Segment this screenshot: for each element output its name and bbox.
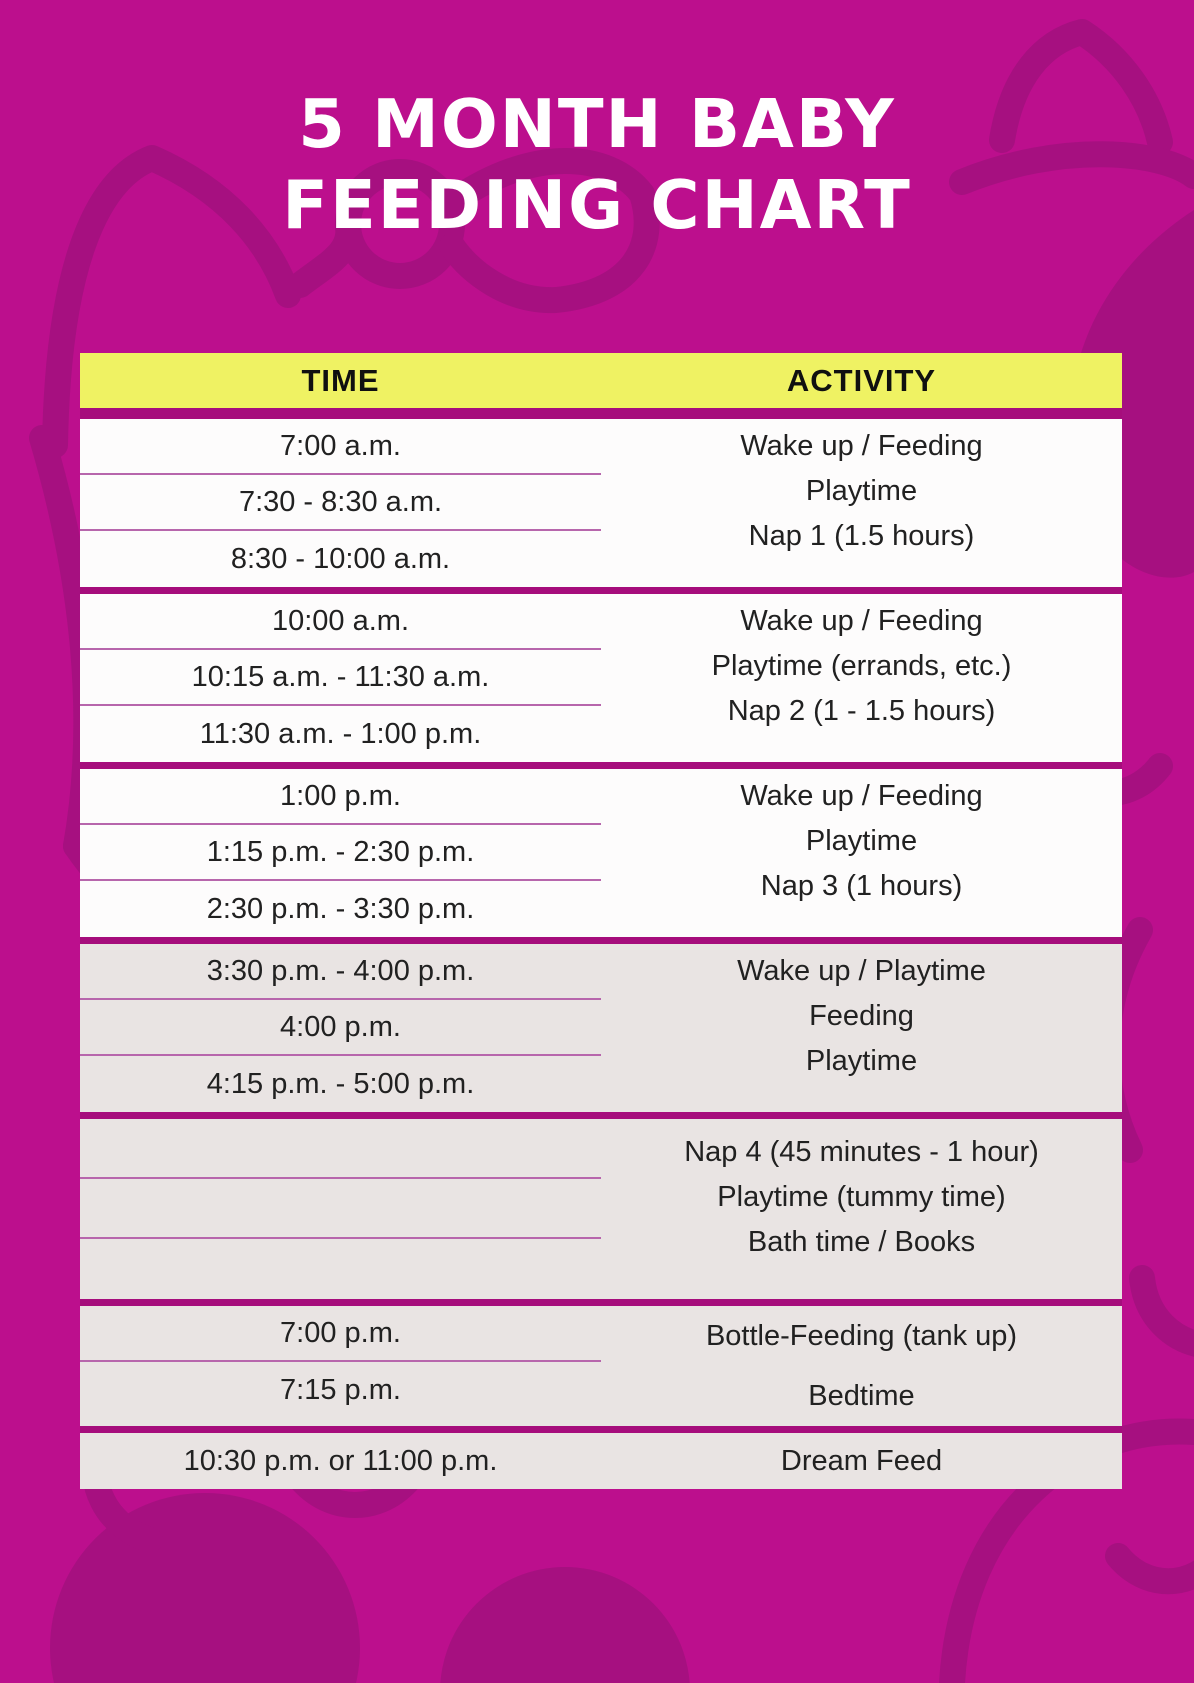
schedule-group-5 — [80, 1119, 1122, 1299]
time-cell: 4:00 p.m. — [80, 1000, 601, 1056]
time-cell: 4:15 p.m. - 5:00 p.m. — [206, 1067, 475, 1100]
activity-text: Nap 1 (1.5 hours) — [748, 519, 975, 552]
time-column — [80, 769, 601, 937]
activity-column — [601, 1433, 1122, 1489]
activity-text: Nap 4 (45 minutes - 1 hour) — [684, 1135, 1039, 1168]
title-line-1: 5 MONTH BABY — [298, 85, 896, 163]
activity-text: Playtime (tummy time) — [717, 1180, 1006, 1213]
group-divider — [80, 937, 1122, 944]
column-header-time: TIME — [301, 362, 380, 398]
page-title — [0, 84, 1194, 246]
schedule-group-4 — [80, 944, 1122, 1112]
activity-column — [601, 1306, 1122, 1426]
column-header-activity: ACTIVITY — [786, 362, 937, 398]
time-cell: 2:30 p.m. - 3:30 p.m. — [206, 892, 475, 925]
group-divider — [80, 587, 1122, 594]
time-cell: 1:15 p.m. - 2:30 p.m. — [80, 825, 601, 881]
schedule-group-3 — [80, 769, 1122, 937]
time-cell — [80, 1119, 601, 1179]
time-cell: 8:30 - 10:00 a.m. — [230, 542, 451, 575]
schedule-group-7 — [80, 1433, 1122, 1489]
group-divider — [80, 1112, 1122, 1119]
time-cell: 11:30 a.m. - 1:00 p.m. — [199, 717, 482, 750]
time-column — [80, 944, 601, 1112]
time-column — [80, 1306, 601, 1426]
time-cell: 1:00 p.m. — [80, 769, 601, 825]
time-cell: 10:00 a.m. — [80, 594, 601, 650]
group-divider — [80, 1426, 1122, 1433]
activity-text: Bedtime — [808, 1380, 915, 1412]
schedule-group-6 — [80, 1306, 1122, 1426]
title-line-2: FEEDING CHART — [282, 166, 912, 244]
activity-text: Nap 3 (1 hours) — [760, 869, 963, 902]
time-cell — [80, 1179, 601, 1239]
group-divider — [80, 1299, 1122, 1306]
time-column — [80, 594, 601, 762]
activity-text: Wake up / Feeding — [740, 429, 983, 462]
activity-text: Wake up / Feeding — [740, 779, 983, 812]
kitten-smile-icon — [1118, 1554, 1194, 1581]
activity-text: Wake up / Feeding — [740, 604, 983, 637]
schedule-group-1 — [80, 419, 1122, 587]
activity-text: Wake up / Playtime — [737, 954, 986, 987]
kitten-curl-icon — [1142, 1278, 1194, 1346]
time-cell: 10:30 p.m. or 11:00 p.m. — [183, 1444, 498, 1477]
activity-text: Playtime — [805, 824, 918, 857]
activity-text: Nap 2 (1 - 1.5 hours) — [727, 694, 996, 727]
activity-text: Bath time / Books — [747, 1225, 976, 1258]
activity-column — [601, 594, 1122, 762]
time-cell: 7:00 p.m. — [80, 1306, 601, 1362]
activity-text: Playtime — [805, 1044, 918, 1077]
time-cell: 3:30 p.m. - 4:00 p.m. — [80, 944, 601, 1000]
time-cell — [80, 1239, 601, 1299]
activity-text: Bottle-Feeding (tank up) — [705, 1320, 1018, 1352]
activity-column — [601, 769, 1122, 937]
activity-text: Playtime (errands, etc.) — [711, 649, 1012, 682]
time-cell: 10:15 a.m. - 11:30 a.m. — [80, 650, 601, 706]
activity-column — [601, 944, 1122, 1112]
time-column — [80, 1119, 601, 1299]
table-header-row — [80, 353, 1122, 408]
time-cell: 7:15 p.m. — [280, 1373, 401, 1406]
feeding-chart-table — [80, 353, 1122, 1489]
blob-shape — [440, 1567, 690, 1683]
time-column — [80, 419, 601, 587]
time-cell: 7:30 - 8:30 a.m. — [80, 475, 601, 531]
table-body — [80, 419, 1122, 1489]
blob-shape — [50, 1493, 360, 1683]
activity-column — [601, 419, 1122, 587]
time-column — [80, 1433, 601, 1489]
activity-column — [601, 1119, 1122, 1299]
schedule-group-2 — [80, 594, 1122, 762]
group-divider — [80, 762, 1122, 769]
header-divider — [80, 408, 1122, 419]
activity-text: Playtime — [805, 474, 918, 507]
activity-text: Feeding — [809, 999, 914, 1032]
activity-text: Dream Feed — [780, 1444, 943, 1477]
time-cell: 7:00 a.m. — [80, 419, 601, 475]
